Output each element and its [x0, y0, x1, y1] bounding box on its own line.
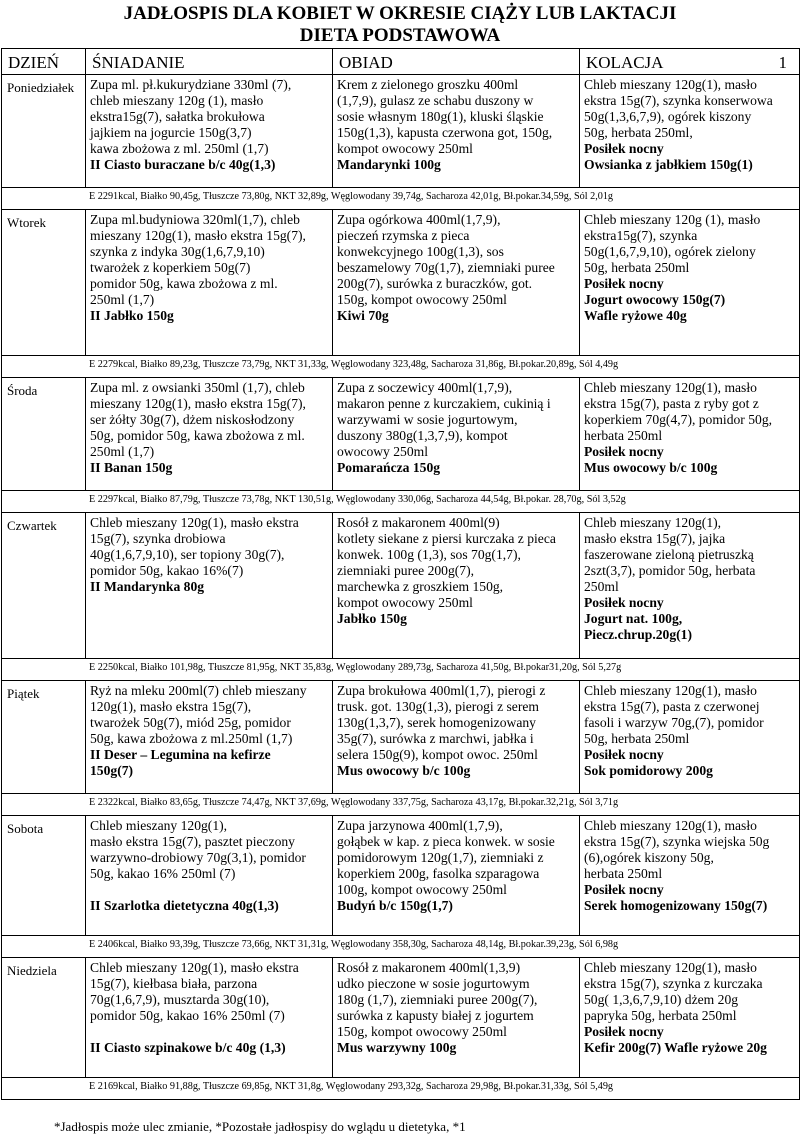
meal-highlight: Wafle ryżowe 40g	[584, 308, 687, 323]
nutrition-summary-row	[2, 794, 800, 816]
meal-highlight: Pomarańcza 150g	[337, 460, 441, 475]
nutrition-summary-row	[2, 356, 800, 378]
meal-line: 2szt(3,7), pomidor 50g, herbata	[584, 563, 756, 578]
meal-highlight: Posiłek nocny	[584, 595, 664, 610]
meal-line: Zupa ogórkowa 400ml(1,7,9),	[337, 212, 501, 227]
meal-line: 50g, herbata 250ml	[584, 731, 690, 746]
meal-line: jajkiem na jogurcie 150g(3,7)	[90, 125, 252, 140]
meal-line: Chleb mieszany 120g(1),	[584, 515, 722, 530]
meal-highlight: II Ciasto szpinakowe b/c 40g (1,3)	[90, 1040, 286, 1055]
footer-note: *Jadłospis może ulec zmianie, *Pozostałe jadłospisy do wglądu u dietetyka, *1	[54, 1119, 466, 1134]
meal-line: faszerowane zieloną pietruszką	[584, 547, 754, 562]
day-row	[2, 210, 800, 356]
nutrition-summary-row	[2, 1078, 800, 1100]
meal-lunch	[333, 210, 580, 356]
meal-line: udko pieczone w sosie jogurtowym	[337, 976, 530, 991]
meal-highlight: II Ciasto buraczane b/c 40g(1,3)	[90, 157, 276, 172]
meal-line: owocowy 250ml	[337, 444, 428, 459]
meal-line: pieczeń rzymska z pieca	[337, 228, 470, 243]
meal-line: sosie własnym 180g(1), kluski śląskie	[337, 109, 544, 124]
meal-line: konwek. 100g (1,3), sos 70g(1,7),	[337, 547, 521, 562]
day-name: Poniedziałek	[2, 75, 86, 188]
meal-line: 250ml (1,7)	[90, 292, 155, 307]
meal-breakfast	[86, 513, 333, 659]
meal-highlight: Posiłek nocny	[584, 747, 664, 762]
meal-line: Krem z zielonego groszku 400ml	[337, 77, 519, 92]
meal-line: selera 150g(9), kompot owoc. 250ml	[337, 747, 538, 762]
meal-line: Chleb mieszany 120g(1),	[90, 818, 228, 833]
meal-line: 130g(1,3,7), serek homogenizowany	[337, 715, 536, 730]
meal-line: 15g(7), szynka drobiowa	[90, 531, 226, 546]
day-row	[2, 513, 800, 659]
meal-line: 150g(1,3), kapusta czerwona got, 150g,	[337, 125, 553, 140]
header-day: DZIEŃ	[2, 49, 86, 75]
meal-line	[90, 882, 328, 898]
header-dinner-cell	[580, 49, 800, 75]
meal-line: Chleb mieszany 120g(1), masło	[584, 683, 757, 698]
meal-highlight: Sok pomidorowy 200g	[584, 763, 713, 778]
meal-highlight: Jabłko 150g	[337, 611, 407, 626]
nutrition-summary-row	[2, 188, 800, 210]
meal-lunch	[333, 681, 580, 794]
meal-highlight: Mus warzywny 100g	[337, 1040, 457, 1055]
meal-highlight: Posiłek nocny	[584, 276, 664, 291]
meal-dinner	[580, 681, 800, 794]
meal-highlight: II Szarlotka dietetyczna 40g(1,3)	[90, 898, 279, 913]
meal-lunch	[333, 816, 580, 936]
meal-highlight: Owsianka z jabłkiem 150g(1)	[584, 157, 753, 172]
meal-line: 50g, kawa zbożowa z ml.250ml (1,7)	[90, 731, 293, 746]
meal-line: 120g(1), masło ekstra 15g(7),	[90, 699, 252, 714]
meal-highlight: Mus owocowy b/c 100g	[584, 460, 718, 475]
meal-line: 50g(1,3,6,7,9), ogórek kiszony	[584, 109, 752, 124]
meal-dinner	[580, 513, 800, 659]
meal-line: 100g, kompot owocowy 250ml	[337, 882, 507, 897]
header-dinner: KOLACJA	[586, 53, 664, 72]
meal-highlight: Jogurt nat. 100g,	[584, 611, 683, 626]
meal-highlight: II Deser – Legumina na kefirze	[90, 747, 271, 762]
meal-line: ekstra 15g(7), szynka z kurczaka	[584, 976, 763, 991]
table-header-row	[2, 49, 800, 75]
day-name: Wtorek	[2, 210, 86, 356]
meal-lunch	[333, 513, 580, 659]
meal-highlight: II Jabłko 150g	[90, 308, 174, 323]
header-lunch: OBIAD	[333, 49, 580, 75]
meal-line: duszony 380g(1,3,7,9), kompot	[337, 428, 508, 443]
meal-highlight: Serek homogenizowany 150g(7)	[584, 898, 768, 913]
meal-breakfast	[86, 75, 333, 188]
meal-line: Chleb mieszany 120g(1), masło	[584, 380, 757, 395]
nutrition-summary: E 2291kcal, Białko 90,45g, Tłuszcze 73,80g, NKT 32,89g, Węglowodany 39,74g, Sacharoza 42,01g, Bł.pokar.34,59g, Sól 2,01g	[2, 188, 800, 210]
meal-lunch	[333, 958, 580, 1078]
meal-highlight: 150g(7)	[90, 763, 134, 778]
day-name: Środa	[2, 378, 86, 491]
meal-line: mieszany 120g(1), masło ekstra 15g(7),	[90, 396, 306, 411]
meal-line: 150g, kompot owocowy 250ml	[337, 1024, 507, 1039]
meal-line: chleb mieszany 120g (1), masło	[90, 93, 264, 108]
meal-line: (6),ogórek kiszony 50g,	[584, 850, 714, 865]
meal-highlight: Posiłek nocny	[584, 141, 664, 156]
meal-line: masło ekstra 15g(7), pasztet pieczony	[90, 834, 295, 849]
day-name: Niedziela	[2, 958, 86, 1078]
meal-breakfast	[86, 378, 333, 491]
meal-highlight: II Banan 150g	[90, 460, 173, 475]
meal-line: Zupa ml. z owsianki 350ml (1,7), chleb	[90, 380, 305, 395]
meal-line: pomidor 50g, kawa zbożowa z ml.	[90, 276, 278, 291]
menu-table	[1, 48, 800, 1100]
meal-line: pomidor 50g, kakao 16% 250ml (7)	[90, 1008, 285, 1023]
nutrition-summary-row	[2, 659, 800, 681]
meal-line: Zupa ml. pł.kukurydziane 330ml (7),	[90, 77, 292, 92]
meal-line: mieszany 120g(1), masło ekstra 15g(7),	[90, 228, 306, 243]
meal-line: ekstra 15g(7), szynka wiejska 50g	[584, 834, 770, 849]
meal-line: Chleb mieszany 120g(1), masło ekstra	[90, 515, 299, 530]
meal-line: koperkiem 70g(4,7), pomidor 50g,	[584, 412, 773, 427]
meal-line: beszamelowy 70g(1,7), ziemniaki puree	[337, 260, 555, 275]
meal-line: marchewka z groszkiem 150g,	[337, 579, 504, 594]
meal-line	[90, 1024, 328, 1040]
day-name: Sobota	[2, 816, 86, 936]
meal-line: Zupa jarzynowa 400ml(1,7,9),	[337, 818, 503, 833]
meal-line: warzywno-drobiowy 70g(3,1), pomidor	[90, 850, 306, 865]
meal-line: Zupa z soczewicy 400ml(1,7,9),	[337, 380, 513, 395]
meal-line: gołąbek w kap. z pieca konwek. w sosie	[337, 834, 555, 849]
nutrition-summary-row	[2, 936, 800, 958]
day-row	[2, 378, 800, 491]
meal-line: kotlety siekane z piersi kurczaka z pieca	[337, 531, 556, 546]
meal-line: kompot owocowy 250ml	[337, 595, 473, 610]
meal-line: 200g(7), surówka z buraczków, got.	[337, 276, 533, 291]
meal-line: Rosół z makaronem 400ml(1,3,9)	[337, 960, 521, 975]
meal-highlight: Mandarynki 100g	[337, 157, 441, 172]
nutrition-summary: E 2297kcal, Białko 87,79g, Tłuszcze 73,78g, NKT 130,51g, Węglowodany 330,06g, Sacharoza 44,54g, Bł.pokar. 28,70g, Sól 3,52g	[2, 491, 800, 513]
meal-line: Rosół z makaronem 400ml(9)	[337, 515, 500, 530]
meal-line: szynka z indyka 30g(1,6,7,9,10)	[90, 244, 265, 259]
meal-line: koperkiem 200g, fasolka szparagowa	[337, 866, 540, 881]
nutrition-summary: E 2279kcal, Białko 89,23g, Tłuszcze 73,79g, NKT 31,33g, Węglowodany 323,48g, Sacharoza 31,86g, Bł.pokar.20,89g, Sól 4,49g	[2, 356, 800, 378]
meal-line: 50g, kakao 16% 250ml (7)	[90, 866, 236, 881]
meal-line: Chleb mieszany 120g(1), masło	[584, 818, 757, 833]
meal-breakfast	[86, 681, 333, 794]
nutrition-summary: E 2406kcal, Białko 93,39g, Tłuszcze 73,66g, NKT 31,31g, Węglowodany 358,30g, Sacharoza 48,14g, Bł.pokar.39,23g, Sól 6,98g	[2, 936, 800, 958]
meal-highlight: Posiłek nocny	[584, 444, 664, 459]
meal-line: papryka 50g, herbata 250ml	[584, 1008, 737, 1023]
meal-line: masło ekstra 15g(7), jajka	[584, 531, 726, 546]
meal-dinner	[580, 75, 800, 188]
meal-dinner	[580, 378, 800, 491]
day-row	[2, 958, 800, 1078]
meal-line: 70g(1,6,7,9), musztarda 30g(10),	[90, 992, 270, 1007]
meal-line: herbata 250ml	[584, 866, 663, 881]
meal-line: Chleb mieszany 120g(1), masło	[584, 77, 757, 92]
meal-lunch	[333, 75, 580, 188]
day-name: Piątek	[2, 681, 86, 794]
meal-line: surówka z kapusty białej z jogurtem	[337, 1008, 534, 1023]
meal-line: 50g, herbata 250ml,	[584, 125, 693, 140]
meal-line: 50g(1,6,7,9,10), ogórek zielony	[584, 244, 756, 259]
meal-line: 250ml	[584, 579, 619, 594]
meal-line: warzywami w sosie jogurtowym,	[337, 412, 518, 427]
meal-highlight: Budyń b/c 150g(1,7)	[337, 898, 453, 913]
document-title: JADŁOSPIS DLA KOBIET W OKRESIE CIĄŻY LUB LAKTACJI	[123, 3, 677, 24]
meal-dinner	[580, 958, 800, 1078]
meal-line: Chleb mieszany 120g (1), masło	[584, 212, 761, 227]
meal-line: ekstra 15g(7), pasta z ryby got z	[584, 396, 759, 411]
meal-line: ekstra15g(7), sałatka brokułowa	[90, 109, 265, 124]
meal-line: twarożek 50g(7), miód 25g, pomidor	[90, 715, 291, 730]
meal-line: fasoli i warzyw 70g,(7), pomidor	[584, 715, 764, 730]
nutrition-summary: E 2322kcal, Białko 83,65g, Tłuszcze 74,47g, NKT 37,69g, Węglowodany 337,75g, Sacharoza 43,17g, Bł.pokar.32,21g, Sól 3,71g	[2, 794, 800, 816]
page-number: 1	[778, 53, 787, 72]
meal-line: herbata 250ml	[584, 428, 663, 443]
header-breakfast: ŚNIADANIE	[86, 49, 333, 75]
meal-breakfast	[86, 958, 333, 1078]
meal-line: ekstra 15g(7), szynka konserwowa	[584, 93, 773, 108]
day-row	[2, 75, 800, 188]
meal-line: 150g, kompot owocowy 250ml	[337, 292, 507, 307]
meal-highlight: Mus owocowy b/c 100g	[337, 763, 471, 778]
meal-breakfast	[86, 210, 333, 356]
meal-line: twarożek z koperkiem 50g(7)	[90, 260, 251, 275]
meal-highlight: Piecz.chrup.20g(1)	[584, 627, 692, 642]
meal-line: Zupa brokułowa 400ml(1,7), pierogi z	[337, 683, 546, 698]
day-row	[2, 816, 800, 936]
meal-line: makaron penne z kurczakiem, cukinią i	[337, 396, 551, 411]
meal-line: (1,7,9), gulasz ze schabu duszony w	[337, 93, 534, 108]
meal-line: ziemniaki puree 200g(7),	[337, 563, 475, 578]
meal-dinner	[580, 210, 800, 356]
meal-line: 35g(7), surówka z marchwi, jabłka i	[337, 731, 534, 746]
meal-line: konwekcyjnego 100g(1,3), sos	[337, 244, 504, 259]
meal-highlight: II Mandarynka 80g	[90, 579, 205, 594]
meal-line: 40g(1,6,7,9,10), ser topiony 30g(7),	[90, 547, 285, 562]
meal-line: Ryż na mleku 200ml(7) chleb mieszany	[90, 683, 307, 698]
meal-line: kawa zbożowa z ml. 250ml (1,7)	[90, 141, 269, 156]
nutrition-summary-row	[2, 491, 800, 513]
meal-line: Chleb mieszany 120g(1), masło	[584, 960, 757, 975]
meal-highlight: Posiłek nocny	[584, 1024, 664, 1039]
meal-line: Chleb mieszany 120g(1), masło ekstra	[90, 960, 299, 975]
meal-line: 50g, pomidor 50g, kawa zbożowa z ml.	[90, 428, 305, 443]
meal-dinner	[580, 816, 800, 936]
meal-line: ekstra 15g(7), pasta z czerwonej	[584, 699, 760, 714]
day-row	[2, 681, 800, 794]
nutrition-summary: E 2169kcal, Białko 91,88g, Tłuszcze 69,85g, NKT 31,8g, Węglowodany 293,32g, Sacharoza 29,98g, Bł.pokar.31,33g, Sól 5,49g	[2, 1078, 800, 1100]
meal-highlight: Posiłek nocny	[584, 882, 664, 897]
day-name: Czwartek	[2, 513, 86, 659]
meal-line: pomidor 50g, kakao 16%(7)	[90, 563, 244, 578]
meal-line: 250ml (1,7)	[90, 444, 155, 459]
meal-line: ser żółty 30g(7), dżem niskosłodzony	[90, 412, 295, 427]
meal-highlight: Kefir 200g(7) Wafle ryżowe 20g	[584, 1040, 767, 1055]
meal-line: 15g(7), kiełbasa biała, parzona	[90, 976, 258, 991]
meal-line: kompot owocowy 250ml	[337, 141, 473, 156]
meal-breakfast	[86, 816, 333, 936]
nutrition-summary: E 2250kcal, Białko 101,98g, Tłuszcze 81,95g, NKT 35,83g, Węglowodany 289,73g, Sacharoza 41,50g, Bł.pokar31,20g, Sól 5,27g	[2, 659, 800, 681]
meal-line: 50g, herbata 250ml	[584, 260, 690, 275]
meal-line: ekstra15g(7), szynka	[584, 228, 698, 243]
meal-highlight: Jogurt owocowy 150g(7)	[584, 292, 726, 307]
meal-line: Zupa ml.budyniowa 320ml(1,7), chleb	[90, 212, 300, 227]
meal-line: 180g (1,7), ziemniaki puree 200g(7),	[337, 992, 538, 1007]
meal-line: trusk. got. 130g(1,3), pierogi z serem	[337, 699, 539, 714]
meal-lunch	[333, 378, 580, 491]
meal-line: 50g( 1,3,6,7,9,10) dżem 20g	[584, 992, 739, 1007]
meal-line: pomidorowym 120g(1,7), ziemniaki z	[337, 850, 544, 865]
meal-highlight: Kiwi 70g	[337, 308, 389, 323]
document-subtitle: DIETA PODSTAWOWA	[299, 25, 501, 46]
